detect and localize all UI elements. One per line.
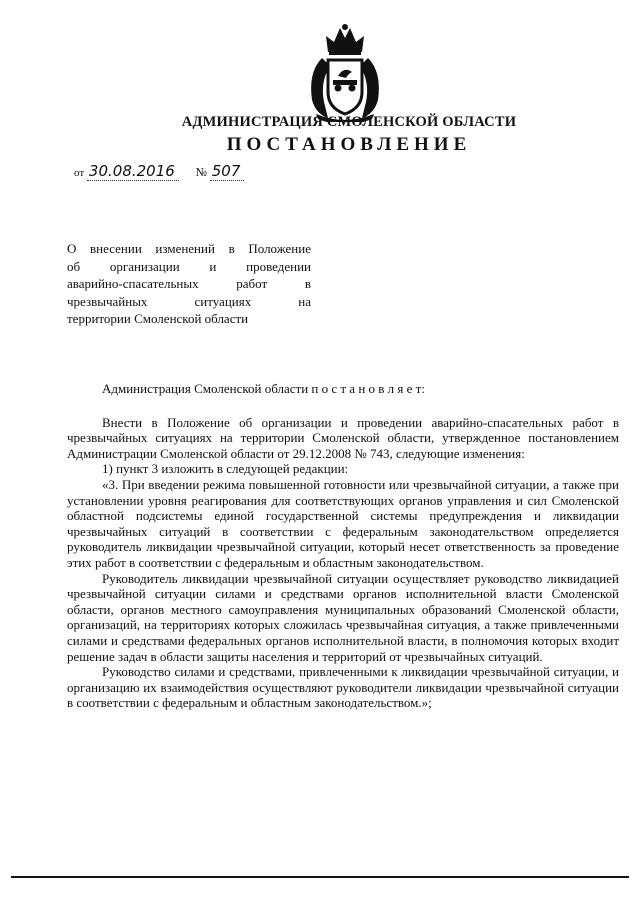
subject-line: О внесении изменений в Положение xyxy=(67,241,311,256)
number-value: 507 xyxy=(210,162,245,181)
subject-line: аварийно-спасательных работ в xyxy=(67,276,311,292)
date-number-line xyxy=(74,162,244,180)
clause-3-paragraph-3: Руководство силами и средствами, привлеченными к ликвидации чрезвычайной ситуации, и организацию их взаимодействия осуществляют руководители ликвидации чрезвычайной ситуации в соответствии с федеральным и областным законодательством.»; xyxy=(67,664,619,711)
bottom-divider xyxy=(11,876,629,878)
smolensk-coat-of-arms-icon xyxy=(302,22,388,122)
organization-title: АДМИНИСТРАЦИЯ СМОЛЕНСКОЙ ОБЛАСТИ xyxy=(181,114,517,130)
subject-line: об организации и проведении xyxy=(67,258,311,274)
document-type-title: ПОСТАНОВЛЕНИЕ xyxy=(226,134,472,155)
resolution-statement: Администрация Смоленской области п о с т а н о в л я е т: xyxy=(102,381,425,396)
date-value: 30.08.2016 xyxy=(87,162,179,181)
subject-line: чрезвычайных ситуациях на xyxy=(67,293,311,309)
date-label: от xyxy=(74,167,85,179)
document-subject xyxy=(67,240,311,328)
subject-line: территории Смоленской области xyxy=(67,311,249,327)
clause-3-paragraph-2: Руководитель ликвидации чрезвычайной ситуации осуществляет руководство ликвидацией чрезвычайной ситуации силами и средствами органов исполнительной власти Смоленской области, органов местного самоуправления муниципальных образований Смоленской области, организаций, на территориях которых сложилась чрезвычайная ситуация, а также привлеченными силами и средствами федеральных органов исполнительной власти, в полномочия которых входит решение задач в области защиты населения и территорий от чрезвычайных ситуаций. xyxy=(67,570,619,664)
number-label: № xyxy=(195,165,208,179)
clause-3-paragraph-1: «3. При введении режима повышенной готовности или чрезвычайной ситуации, а также при установлении уровня реагирования для соответствующих органов управления и сил Смоленской областной подсистемы единой государственной системы предупреждения и ликвидации чрезвычайных ситуаций в соответствии с федеральным законодательством определяется руководитель ликвидации чрезвычайной ситуации, который несет ответственность за проведение этих работ в соответствии с федеральным и областным законодательством. xyxy=(67,476,619,570)
item-1: 1) пункт 3 изложить в следующей редакции: xyxy=(102,461,349,477)
intro-paragraph: Внести в Положение об организации и проведении аварийно-спасательных работ в чрезвычайных ситуациях на территории Смоленской области, утвержденное постановлением Администрации Смоленской области от 29.12.2008 № 743, следующие изменения: xyxy=(67,414,619,461)
document-body xyxy=(67,381,619,711)
